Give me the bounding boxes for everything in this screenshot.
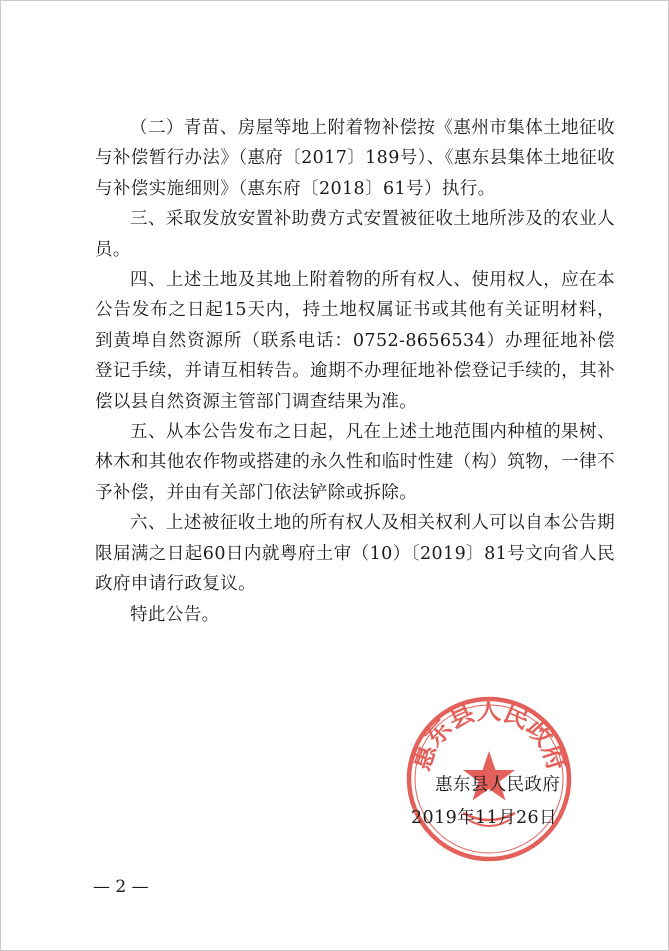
paragraph-no-compensation: 五、从本公告发布之日起，凡在上述土地范围内种植的果树、林木和其他农作物或搭建的永久性和临时性建（构）筑物，一律不予补偿，并由有关部门依法铲除或拆除。 [95, 422, 615, 503]
issue-date: 2019年11月26日 [411, 808, 557, 828]
paragraph-appeal: 六、上述被征收土地的所有权人及相关权利人可以自本公告期限届满之日起60日内就粤府土审（10）〔2019〕81号文向省人民政府申请行政复议。 [95, 513, 615, 595]
paragraph-resettlement: 三、采取发放安置补助费方式安置被征收土地所涉及的农业人员。 [95, 209, 615, 260]
page-number: — 2 — [93, 877, 149, 897]
issuer-name: 惠东县人民政府 [435, 775, 561, 795]
document-body [95, 113, 615, 630]
paragraph-registration: 四、上述土地及其地上附着物的所有权人、使用权人，应在本公告发布之日起15天内，持土地权属证书或其他有关证明材料，到黄埠自然资源所（联系电话：0752-8656534）办理征地补偿登记手续，并请互相转告。逾期不办理征地补偿登记手续的，其补偿以县自然资源主管部门调查结果为准。 [95, 270, 615, 412]
paragraph-compensation-attachments: （二）青苗、房屋等地上附着物补偿按《惠州市集体土地征收与补偿暂行办法》（惠府〔2017〕189号）、《惠东县集体土地征收与补偿实施细则》（惠东府〔2018〕61号）执行。 [95, 118, 615, 199]
paragraph-closing: 特此公告。 [130, 604, 220, 625]
seal-text: 惠东县人民政府 [406, 695, 572, 774]
